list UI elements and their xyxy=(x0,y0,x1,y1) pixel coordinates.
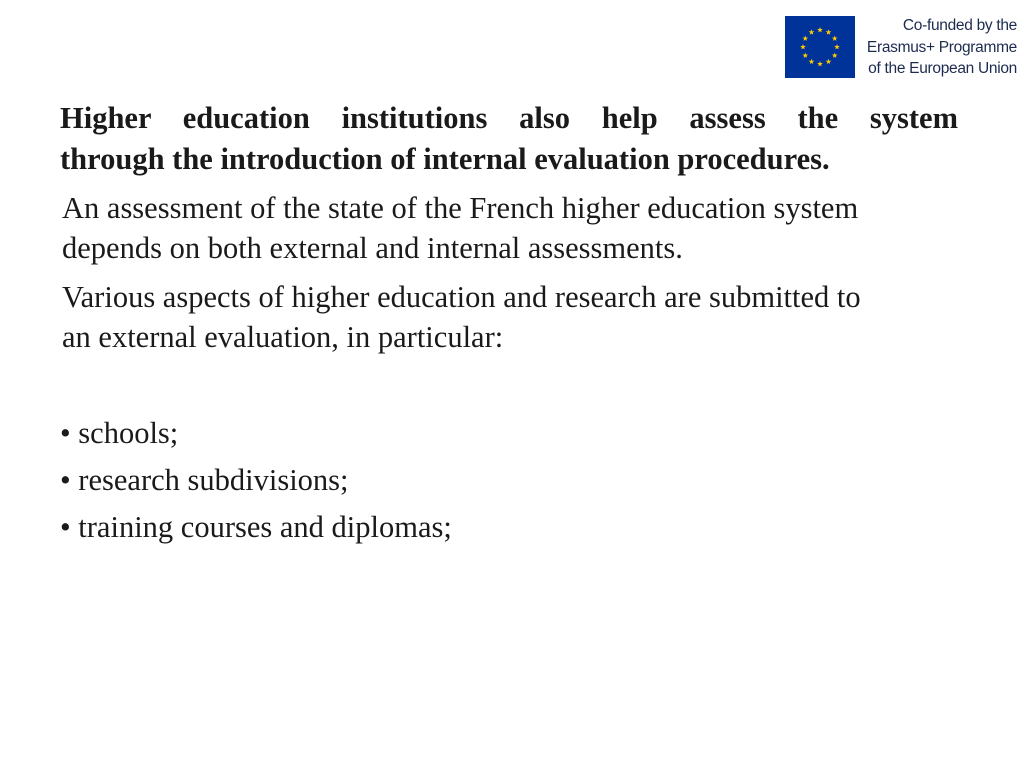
logo-text xyxy=(865,15,1017,80)
heading-line-2: through the introduction of internal evaluation procedures. xyxy=(60,142,830,176)
logo-line-3: of the European Union xyxy=(868,60,1017,77)
logo-line-2: Erasmus+ Programme xyxy=(866,38,1017,56)
paragraph-1-line-1: An assessment of the state of the French higher education system xyxy=(62,191,859,225)
paragraph-external-evaluation xyxy=(62,277,962,357)
list-item: • training courses and diplomas; xyxy=(60,510,452,544)
logo-line-1: Co-funded by the xyxy=(902,17,1017,34)
paragraph-assessment xyxy=(62,188,962,268)
erasmus-logo xyxy=(785,16,1017,80)
list-item: • research subdivisions; xyxy=(60,463,349,497)
list-item: • schools; xyxy=(60,416,179,450)
paragraph-1-line-2: depends on both external and internal assessments. xyxy=(62,231,683,265)
paragraph-2-line-1: Various aspects of higher education and research are submitted to xyxy=(62,280,861,314)
heading-line-1: Higher education institutions also help assess the system xyxy=(60,101,958,135)
paragraph-2-line-2: an external evaluation, in particular: xyxy=(62,320,504,354)
eu-flag-icon xyxy=(785,16,855,78)
evaluation-list xyxy=(60,413,452,554)
slide-heading xyxy=(60,98,958,180)
